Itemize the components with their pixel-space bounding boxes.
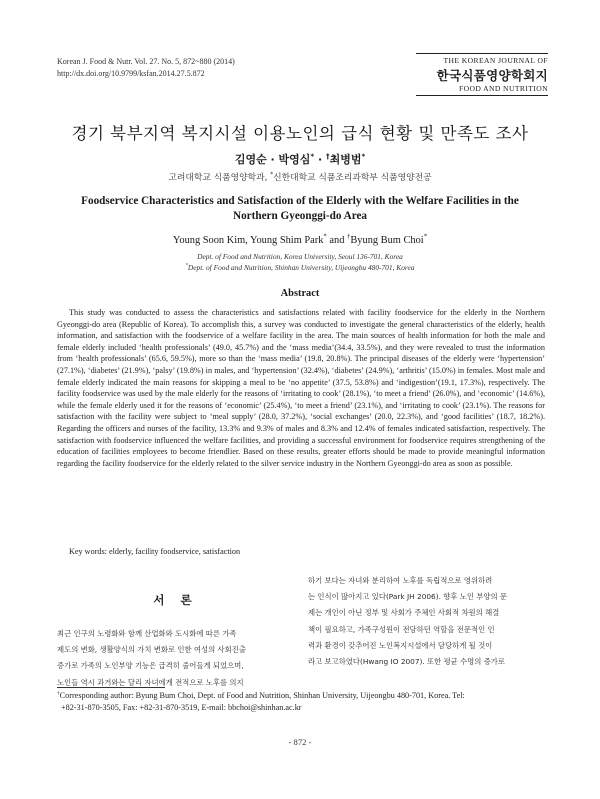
footnote-text: Corresponding author: Byung Bum Choi, Dept. of Food and Nutrition, Shinhan University, Uijeongbu 480-701, Korea. Tel: — [59, 691, 465, 700]
affiliation-part: 신한대학교 식품조리과학부 식품영양전공 — [273, 173, 432, 183]
body-line: 책이 필요하고, 가족구성원이 전담하던 역할을 전문적인 인 — [308, 624, 495, 634]
body-line: 력과 환경이 갖추어진 노인복지시설에서 담당하게 될 것이 — [308, 640, 493, 650]
body-line: 노인들 역시 과거와는 달리 자녀에게 전적으로 노후를 의지 — [57, 677, 244, 687]
affiliation-line-2 — [0, 262, 600, 273]
author-mark: * — [361, 151, 366, 161]
abstract-body — [57, 307, 545, 469]
author-separator: · — [314, 153, 326, 166]
footnote-mark: † — [57, 690, 60, 697]
corresponding-mark: † — [347, 233, 351, 241]
author-mark: * — [323, 233, 327, 241]
footnote-line — [57, 690, 547, 702]
english-author-names: Young Soon Kim, Young Shim Park — [172, 235, 324, 246]
affiliation-mark: * — [185, 263, 188, 269]
author-mark: * — [423, 233, 428, 241]
corresponding-mark: † — [325, 151, 330, 161]
author-conjunction: and — [326, 235, 347, 246]
page-number: - 872 - — [288, 737, 312, 747]
introduction-heading: 서 론 — [153, 593, 198, 607]
english-authors — [0, 235, 600, 246]
masthead-top: THE KOREAN JOURNAL OF — [416, 53, 548, 65]
author-mark: * — [310, 151, 315, 161]
body-line: 제는 개인이 아닌 정부 및 사회가 주체인 사회적 차원의 해결 — [308, 608, 500, 618]
masthead-bottom: FOOD AND NUTRITION — [416, 84, 548, 96]
footnote-divider — [57, 687, 165, 688]
korean-author-names: 김영순 · 박영심 — [234, 153, 311, 166]
right-column — [308, 573, 546, 670]
body-line: 최근 인구의 노령화와 함께 산업화와 도시화에 따른 가족 — [57, 629, 237, 638]
abstract-heading: Abstract — [280, 288, 320, 299]
keywords: Key words: elderly, facility foodservice, satisfaction — [69, 547, 241, 556]
body-line: 라고 보고하였다(Hwang IO 2007). 또한 평균 수명의 증가로 — [308, 657, 505, 667]
journal-citation-block — [57, 56, 235, 80]
footnote-line-2: +82-31-870-3505, Fax: +82-31-870-3519, E-mail: bbchoi@shinhan.ac.kr — [61, 703, 302, 712]
korean-affiliations — [0, 170, 600, 183]
affiliation-text: Dept. of Food and Nutrition, Shinhan University, Uijeongbu 480-701, Korea — [187, 263, 415, 272]
korean-title: 경기 북부지역 복지시설 이용노인의 급식 현황 및 만족도 조사 — [71, 124, 529, 143]
korean-authors — [0, 151, 600, 167]
affiliation-part: 고려대학교 식품영양학과, — [168, 173, 271, 183]
abstract-text: This study was conducted to assess the characteristics and satisfactions related with facility foodservice for the elderly in the Northern Gyeonggi-do area (Republic of Korea). To accomplish this, a survey was conducted to investigate the general characteristics of the elderly, health information, and satisfaction with the foodservice of a welfare facility in the area. The main sources of health information for both the male and female elderly included ‘health professionals’ (49.0, 45.7%) and the ‘mass media’(34.4, 33.5%), and they were revealed to trust the information from ‘health professionals’ (65.6, 59.5%), more so than the ‘mass media’ (19.8, 20.8%). The principal diseases of the elderly were ‘hypertension’ (27.1%), ‘diabetes’ (21.9%), ‘palsy’ (19.8%) in males, and ‘hypertension’ (32.4%), ‘diabetes’ (24.9%), ‘arthritis’ (15.0%) in females. Most male and female elderly indicated the main reasons for skipping a meal to be ‘no appetite’ (37.5, 53.8%) and ‘indigestion’(19.1, 17.3%), respectively. The facility foodservice was used by the male elderly for the reasons of ‘irritating to cook’ (28.1%), ‘to meet a friend’ (26.0%), and ‘economic’ (14.6%), while the female elderly used it for the reasons of ‘economic’ (25.4%), ‘to meet a friend’ (23.1%), and ‘irritating to cook’ (23.1%). The reasons for satisfaction with the facility were subject to ‘meal supply’ (28.0, 37.2%), ‘social exchanges’ (20.0, 22.3%), and ‘good facilities’ (18.7, 18.2%). Regarding the officers and nurses of the facility, 13.3% and 9.3% of males and 8.3% and 12.4% of females indicated satisfaction, respectively. The satisfaction with foodservice influenced the welfare facilities, and providing a successful environment for foodservice requires strengthening of the education of facilities employees to become friendlier. Based on these results, greater efforts should be made to provide meaningful information regarding the facility foodservice for the elderly related to the silver service industry in the Northern Gyeonggi-do area as soon as possible. — [57, 308, 545, 468]
english-author-last: Byung Bum Choi — [350, 235, 424, 246]
masthead-korean: 한국식품영양학회지 — [436, 68, 548, 83]
body-line: 하기 보다는 자녀와 분리하여 노후를 독립적으로 영위하려 — [308, 576, 493, 585]
english-affiliations — [0, 251, 600, 273]
korean-author-last: 최병범 — [329, 153, 362, 166]
corresponding-author-footnote — [57, 690, 547, 714]
body-line: 제도의 변화, 생활양식의 가치 변화로 인한 여성의 사회진출 — [57, 645, 246, 655]
body-line: 증가로 가족의 노인부양 기능은 급격히 줄어들게 되었으며, — [57, 661, 244, 671]
affiliation-line: Dept. of Food and Nutrition, Korea University, Seoul 136-701, Korea — [197, 252, 403, 261]
journal-masthead — [416, 53, 548, 96]
affiliation-mark: * — [270, 172, 274, 179]
journal-citation: Korean J. Food & Nutr. Vol. 27. No. 5, 872~880 (2014) — [57, 57, 235, 66]
journal-doi[interactable]: http://dx.doi.org/10.9799/ksfan.2014.27.5.872 — [57, 69, 205, 78]
english-title: Foodservice Characteristics and Satisfaction of the Elderly with the Welfare Facilities in the Northern Gyeonggi-do Area — [81, 195, 519, 222]
left-column — [57, 575, 294, 691]
body-line: 는 인식이 많아지고 있다(Park JH 2006). 향후 노인 부양의 문 — [308, 592, 508, 602]
